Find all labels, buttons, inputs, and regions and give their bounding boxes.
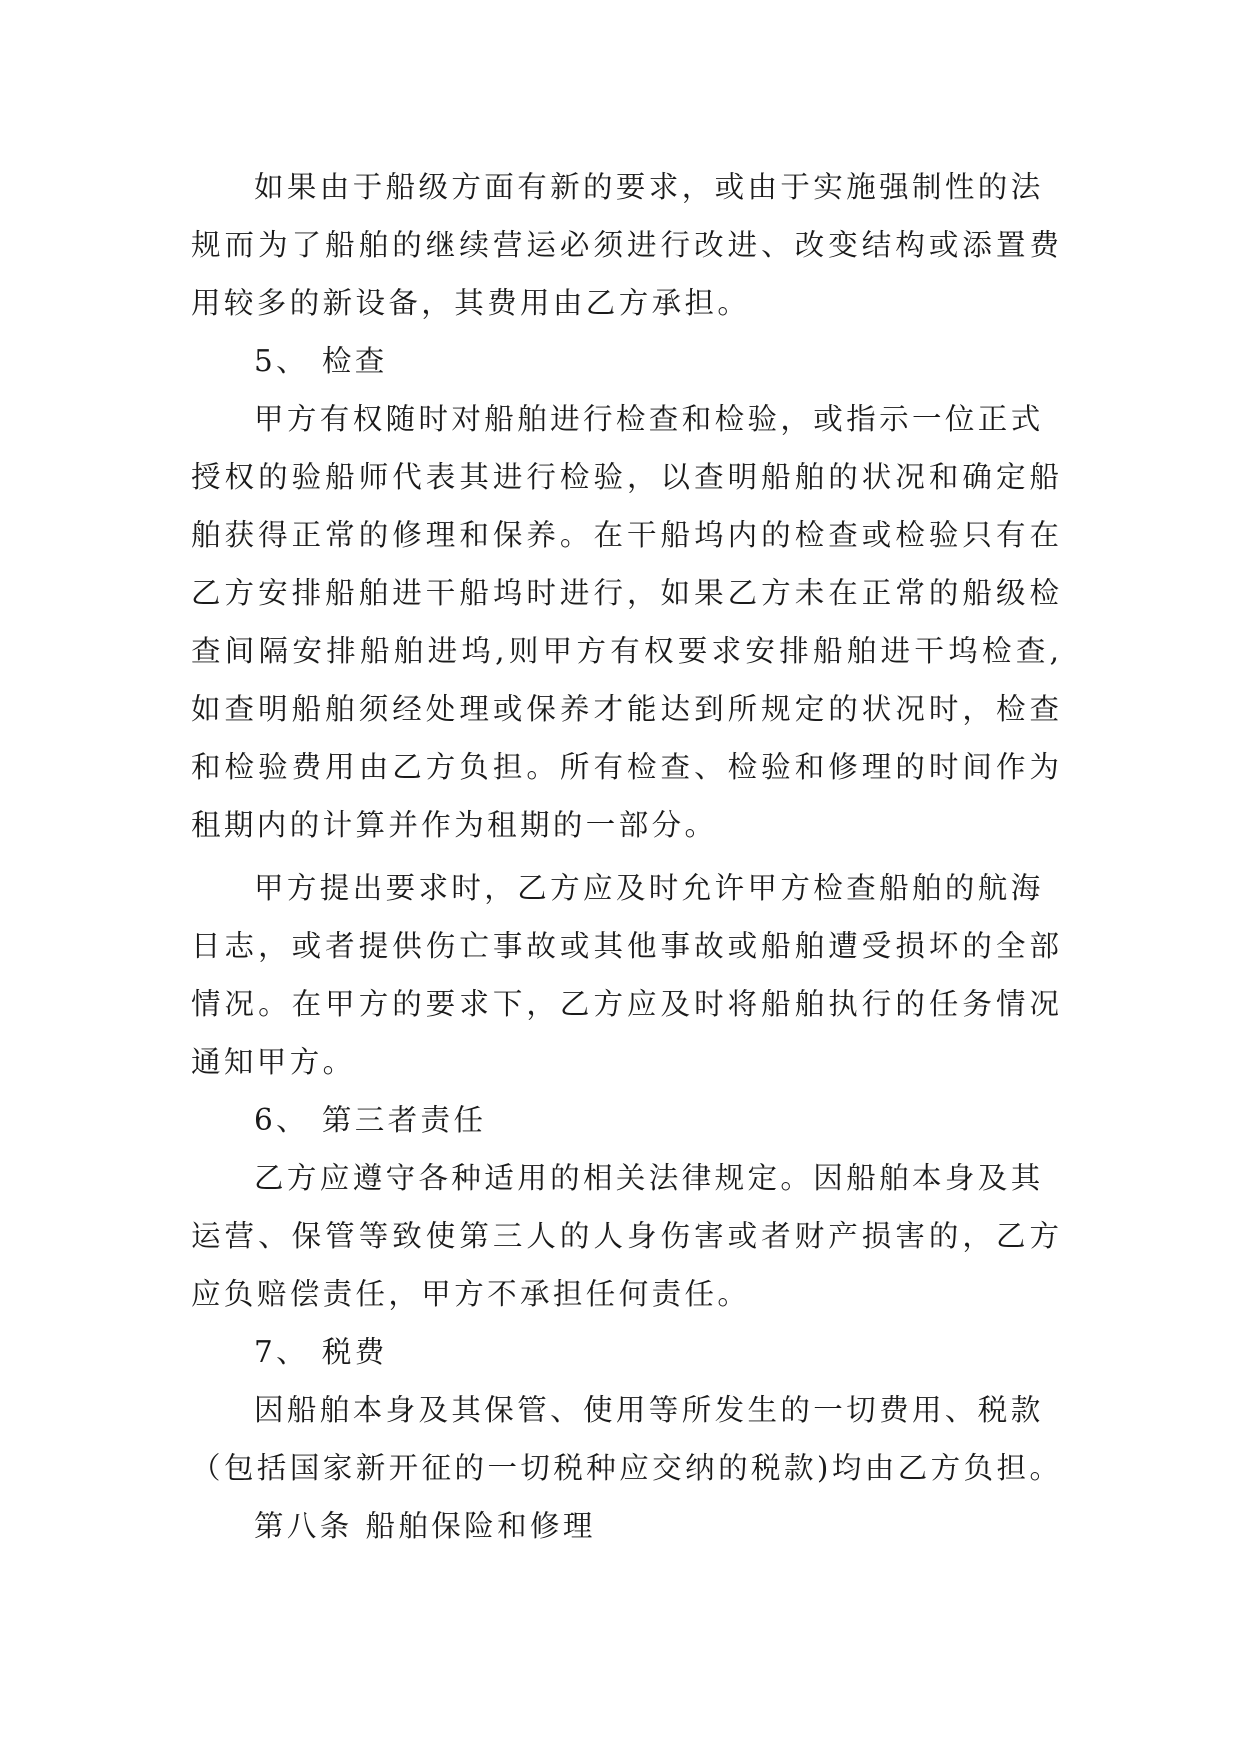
paragraph-line: （包括国家新开征的一切税种应交纳的税款)均由乙方负担。 xyxy=(191,1451,1059,1485)
section-heading: 5、 检查 xyxy=(254,344,388,378)
paragraph-line: 甲方有权随时对船舶进行检查和检验，或指示一位正式 xyxy=(254,402,1044,436)
paragraph-line: 情况。在甲方的要求下，乙方应及时将船舶执行的任务情况 xyxy=(191,987,1059,1021)
paragraph-line: 和检验费用由乙方负担。所有检查、检验和修理的时间作为 xyxy=(191,750,1059,784)
paragraph-line: 乙方安排船舶进干船坞时进行，如果乙方未在正常的船级检 xyxy=(191,576,1059,610)
article-heading: 第八条 船舶保险和修理 xyxy=(254,1509,596,1543)
paragraph-line: 舶获得正常的修理和保养。在干船坞内的检查或检验只有在 xyxy=(191,518,1059,552)
paragraph-line: 因船舶本身及其保管、使用等所发生的一切费用、税款 xyxy=(254,1393,1044,1427)
paragraph-line: 规而为了船舶的继续营运必须进行改进、改变结构或添置费 xyxy=(191,228,1059,262)
paragraph-line: 查间隔安排船舶进坞,则甲方有权要求安排船舶进干坞检查, xyxy=(191,634,1059,668)
paragraph-line: 授权的验船师代表其进行检验，以查明船舶的状况和确定船 xyxy=(191,460,1059,494)
paragraph-line: 如查明船舶须经处理或保养才能达到所规定的状况时，检查 xyxy=(191,692,1059,726)
paragraph-line: 运营、保管等致使第三人的人身伤害或者财产损害的，乙方 xyxy=(191,1219,1059,1253)
paragraph-line: 乙方应遵守各种适用的相关法律规定。因船舶本身及其 xyxy=(254,1161,1044,1195)
section-heading: 7、 税费 xyxy=(254,1335,388,1369)
paragraph-line: 甲方提出要求时，乙方应及时允许甲方检查船舶的航海 xyxy=(254,871,1044,905)
paragraph-line: 通知甲方。 xyxy=(191,1045,356,1079)
paragraph-line: 日志，或者提供伤亡事故或其他事故或船舶遭受损坏的全部 xyxy=(191,929,1059,963)
paragraph-line: 租期内的计算并作为租期的一部分。 xyxy=(191,808,718,842)
section-heading: 6、 第三者责任 xyxy=(254,1103,487,1137)
paragraph-line: 如果由于船级方面有新的要求，或由于实施强制性的法 xyxy=(254,170,1044,204)
document-page xyxy=(191,158,1059,1555)
paragraph-line: 用较多的新设备，其费用由乙方承担。 xyxy=(191,286,751,320)
paragraph-line: 应负赔偿责任，甲方不承担任何责任。 xyxy=(191,1277,751,1311)
